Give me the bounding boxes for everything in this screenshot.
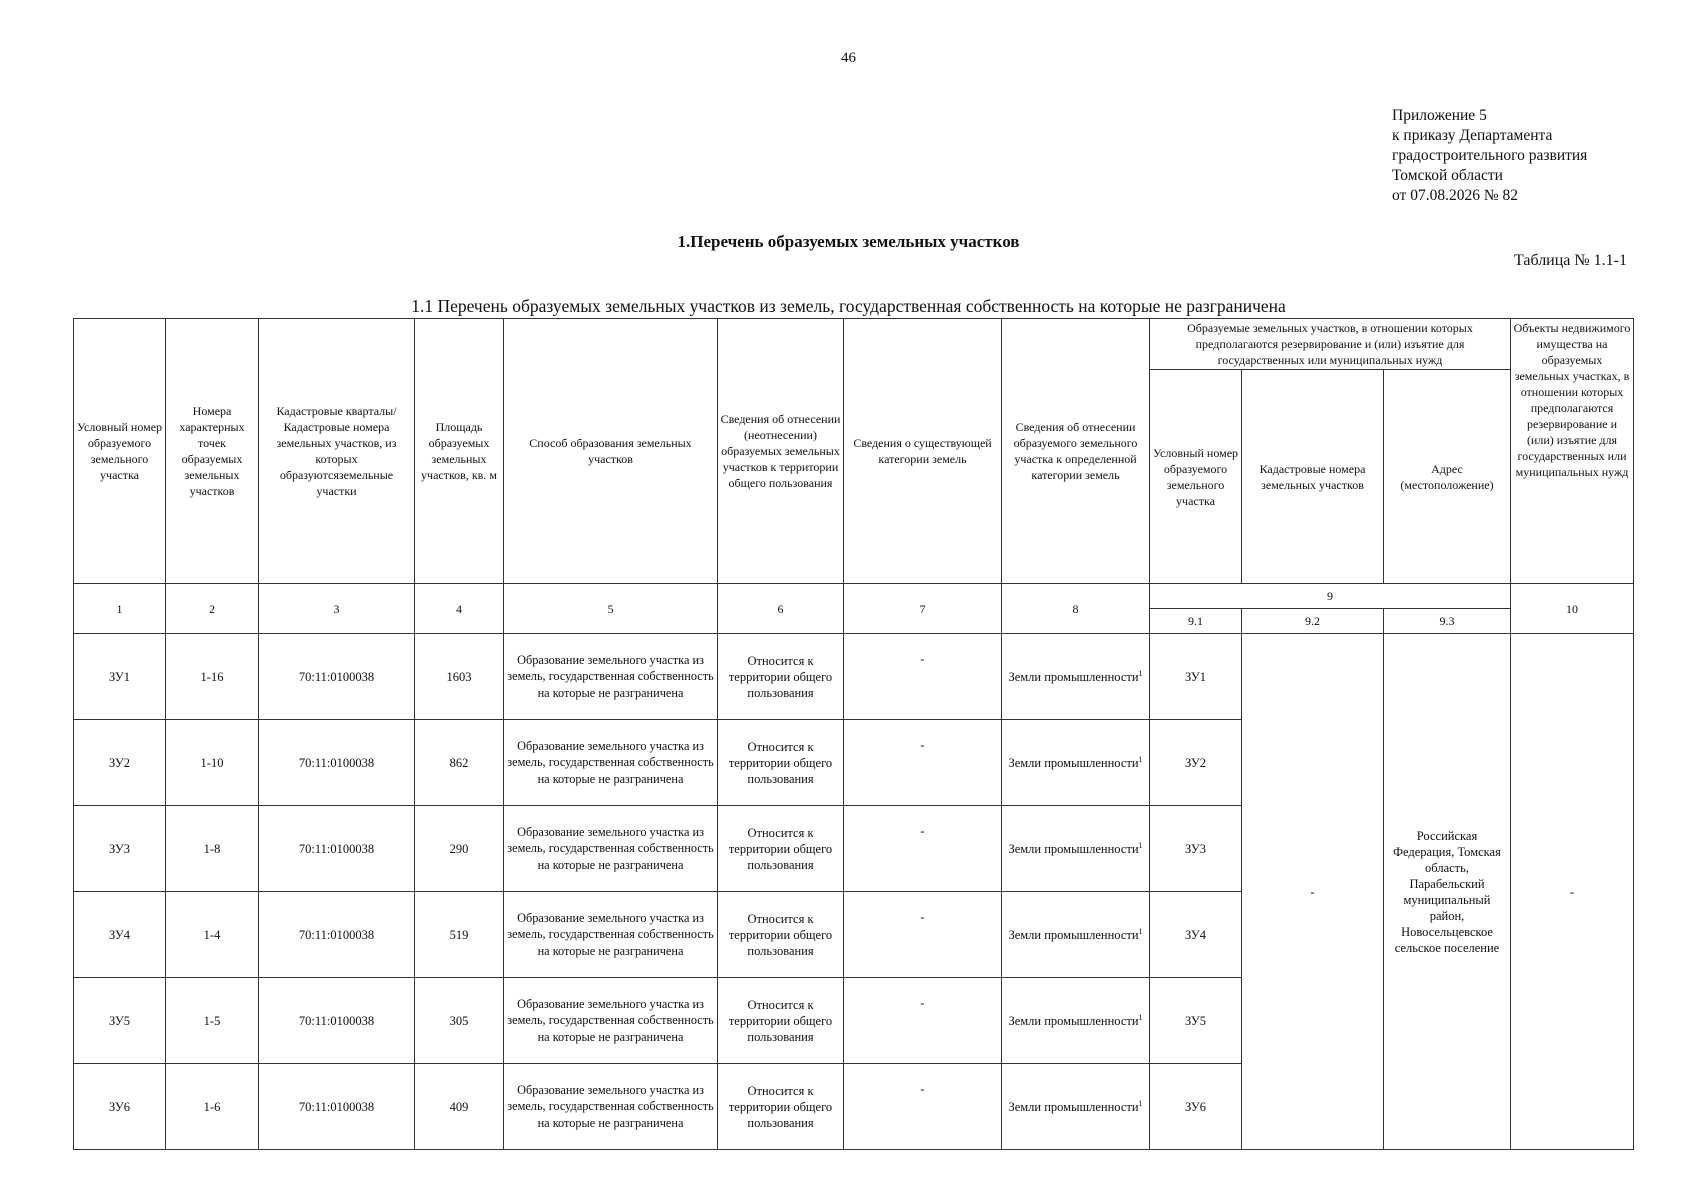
plot-category: Земли промышленности	[1008, 1013, 1139, 1028]
plot-category-cell	[1002, 720, 1150, 806]
column-number: 8	[1002, 584, 1150, 634]
plot-area: 290	[415, 806, 504, 892]
plot-category-cell	[1002, 1064, 1150, 1150]
footnote-mark: 1	[1138, 1012, 1143, 1022]
document-title: 1.Перечень образуемых земельных участков	[677, 232, 1020, 251]
plot-id: ЗУ6	[74, 1064, 166, 1150]
appendix-block	[1392, 106, 1587, 206]
footnote-mark: 1	[1138, 668, 1143, 678]
header-cell: Условный номер образуемого земельного участка	[74, 319, 166, 584]
plot-category-cell	[1002, 978, 1150, 1064]
plot-id: ЗУ5	[74, 978, 166, 1064]
header-cell: Сведения об отнесении образуемого земельного участка к определенной категории земель	[1002, 319, 1150, 584]
plot-id: ЗУ4	[74, 892, 166, 978]
column-number: 5	[504, 584, 718, 634]
plot-category: Земли промышленности	[1008, 755, 1139, 770]
plot-id: ЗУ1	[74, 634, 166, 720]
plot-area: 519	[415, 892, 504, 978]
footnote-mark: 1	[1138, 840, 1143, 850]
column-number-row	[74, 584, 1634, 609]
plot-cadastral: 70:11:0100038	[259, 892, 415, 978]
table-subtitle: 1.1 Перечень образуемых земельных участков из земель, государственная собственность на которые не разграничена	[411, 296, 1286, 316]
plot-category-cell	[1002, 806, 1150, 892]
merged-cadastral-numbers: -	[1242, 634, 1384, 1150]
appendix-line: к приказу Департамента	[1392, 127, 1553, 144]
footnote-mark: 1	[1138, 1098, 1143, 1108]
column-number: 9	[1150, 584, 1511, 609]
merged-objects: -	[1511, 634, 1634, 1150]
plot-public-use: Относится к территории общего пользования	[718, 1064, 844, 1150]
column-number: 2	[166, 584, 259, 634]
plot-cadastral: 70:11:0100038	[259, 634, 415, 720]
plot-area: 1603	[415, 634, 504, 720]
plot-cond-num: ЗУ2	[1150, 720, 1242, 806]
header-cell: Сведения об отнесении (неотнесении) образуемых земельных участков к территории общего пользования	[718, 319, 844, 584]
plot-points: 1-5	[166, 978, 259, 1064]
table-row	[74, 634, 1634, 720]
column-number: 6	[718, 584, 844, 634]
plot-method: Образование земельного участка из земель, государственная собственность на которые не разграничена	[504, 720, 718, 806]
appendix-line: градостроительного развития	[1392, 147, 1588, 164]
plot-category: Земли промышленности	[1008, 841, 1139, 856]
plot-id: ЗУ3	[74, 806, 166, 892]
plot-cond-num: ЗУ1	[1150, 634, 1242, 720]
plot-method: Образование земельного участка из земель, государственная собственность на которые не разграничена	[504, 892, 718, 978]
plot-cond-num: ЗУ3	[1150, 806, 1242, 892]
header-cell: Способ образования земельных участков	[504, 319, 718, 584]
plot-existing-category: -	[844, 1064, 1002, 1150]
plot-points: 1-16	[166, 634, 259, 720]
plot-cond-num: ЗУ6	[1150, 1064, 1242, 1150]
column-number: 9.1	[1150, 609, 1242, 634]
plot-category: Земли промышленности	[1008, 1099, 1139, 1114]
appendix-line: Приложение 5	[1392, 107, 1487, 124]
footnote-mark: 1	[1138, 926, 1143, 936]
plot-points: 1-10	[166, 720, 259, 806]
column-number: 3	[259, 584, 415, 634]
plot-cond-num: ЗУ5	[1150, 978, 1242, 1064]
plot-public-use: Относится к территории общего пользования	[718, 806, 844, 892]
column-number: 10	[1511, 584, 1634, 634]
plot-points: 1-4	[166, 892, 259, 978]
plot-cond-num: ЗУ4	[1150, 892, 1242, 978]
plot-method: Образование земельного участка из земель, государственная собственность на которые не разграничена	[504, 978, 718, 1064]
column-number: 7	[844, 584, 1002, 634]
header-cell: Кадастровые кварталы/Кадастровые номера земельных участков, из которых образуютсяземельные участки	[259, 319, 415, 584]
plot-area: 305	[415, 978, 504, 1064]
plot-category-cell	[1002, 892, 1150, 978]
plot-existing-category: -	[844, 634, 1002, 720]
plot-existing-category: -	[844, 806, 1002, 892]
plot-area: 409	[415, 1064, 504, 1150]
table-number: Таблица № 1.1-1	[1513, 252, 1627, 269]
plot-public-use: Относится к территории общего пользования	[718, 978, 844, 1064]
plot-category-cell	[1002, 634, 1150, 720]
plot-existing-category: -	[844, 978, 1002, 1064]
plot-public-use: Относится к территории общего пользования	[718, 634, 844, 720]
plot-cadastral: 70:11:0100038	[259, 978, 415, 1064]
page-number: 46	[841, 50, 856, 66]
footnote-mark: 1	[1138, 754, 1143, 764]
header-cell: Площадь образуемых земельных участков, кв. м	[415, 319, 504, 584]
plot-points: 1-8	[166, 806, 259, 892]
plot-public-use: Относится к территории общего пользования	[718, 720, 844, 806]
plot-category: Земли промышленности	[1008, 927, 1139, 942]
appendix-line: от 07.08.2026 № 82	[1392, 187, 1518, 204]
header-cell: Сведения о существующей категории земель	[844, 319, 1002, 584]
appendix-line: Томской области	[1392, 167, 1503, 184]
header-cell: Кадастровые номера земельных участков	[1242, 370, 1384, 584]
land-plots-table	[73, 318, 1634, 1150]
plot-method: Образование земельного участка из земель, государственная собственность на которые не разграничена	[504, 634, 718, 720]
column-number: 9.2	[1242, 609, 1384, 634]
plot-area: 862	[415, 720, 504, 806]
column-number: 4	[415, 584, 504, 634]
header-cell: Образуемые земельных участков, в отношении которых предполагаются резервирование и (или) изъятие для государственных или муниципальных нужд	[1150, 319, 1511, 370]
plot-category: Земли промышленности	[1008, 669, 1139, 684]
plot-id: ЗУ2	[74, 720, 166, 806]
plot-existing-category: -	[844, 720, 1002, 806]
plot-method: Образование земельного участка из земель, государственная собственность на которые не разграничена	[504, 806, 718, 892]
header-cell: Адрес (местоположение)	[1384, 370, 1511, 584]
plot-cadastral: 70:11:0100038	[259, 806, 415, 892]
header-cell: Условный номер образуемого земельного участка	[1150, 370, 1242, 584]
column-number: 9.3	[1384, 609, 1511, 634]
plot-existing-category: -	[844, 892, 1002, 978]
header-cell: Номера характерных точек образуемых земельных участков	[166, 319, 259, 584]
header-cell: Объекты недвижимого имущества на образуемых земельных участках, в отношении которых предполагаются резервирование и (или) изъятие для государственных или муниципальных нужд	[1511, 319, 1634, 584]
plot-points: 1-6	[166, 1064, 259, 1150]
plot-public-use: Относится к территории общего пользования	[718, 892, 844, 978]
plot-method: Образование земельного участка из земель, государственная собственность на которые не разграничена	[504, 1064, 718, 1150]
plot-cadastral: 70:11:0100038	[259, 720, 415, 806]
plot-cadastral: 70:11:0100038	[259, 1064, 415, 1150]
header-row	[74, 319, 1634, 370]
column-number: 1	[74, 584, 166, 634]
merged-address: Российская Федерация, Томская область, Парабельский муниципальный район, Новосельцевское сельское поселение	[1384, 634, 1511, 1150]
